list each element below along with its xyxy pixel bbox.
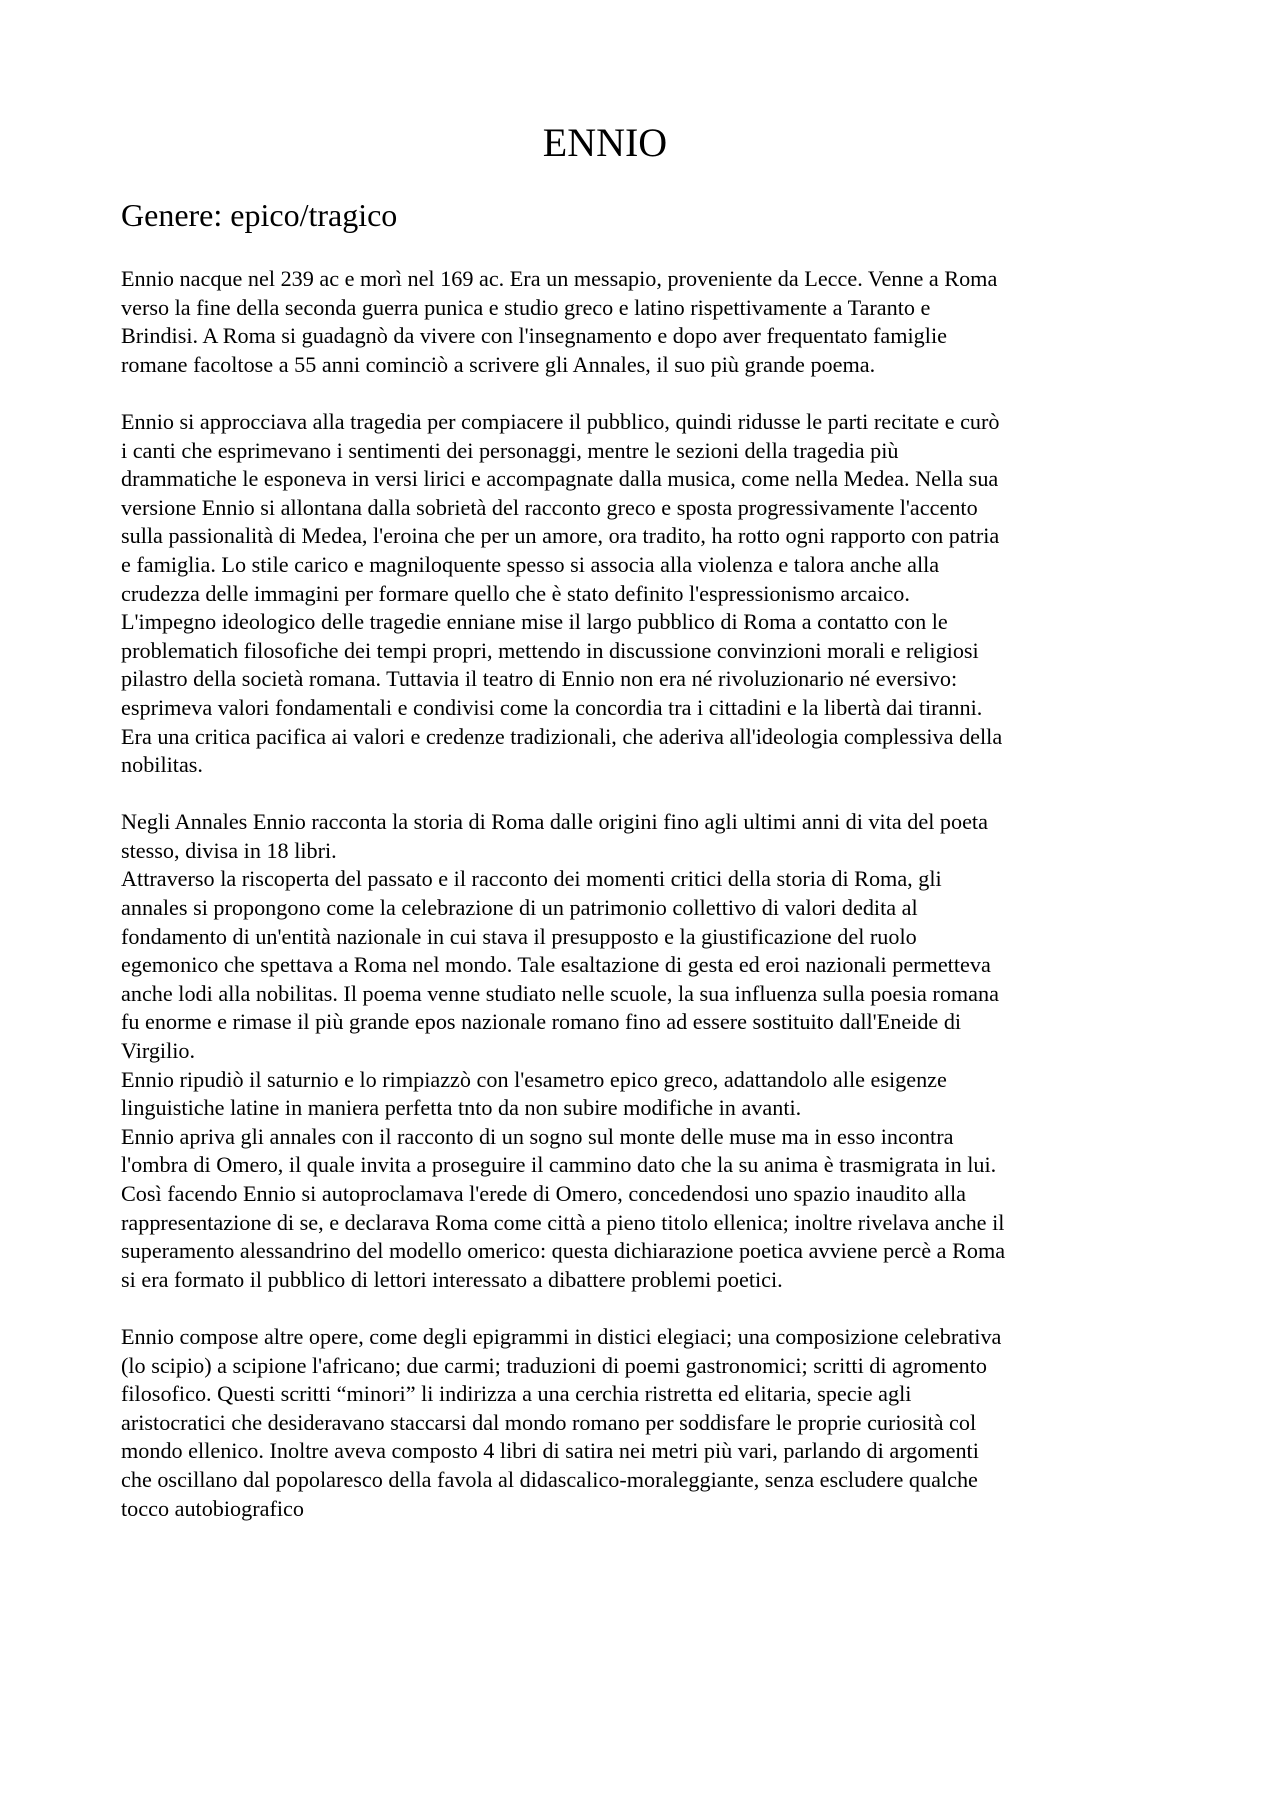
paragraph-spacer [121, 780, 1163, 809]
paragraph-spacer [121, 1294, 1163, 1323]
paragraph-biography: Ennio nacque nel 239 ac e morì nel 169 ac. Era un messapio, proveniente da Lecce. Venne a Roma verso la fine della seconda guerra punica e studio greco e latino rispettivamente a Taranto e Brindisi. A Roma si guadagnò da vivere con l'insegnamento e dopo aver frequentato famiglie romane facoltose a 55 anni cominciò a scrivere gli Annales, il suo più grande poema. [121, 266, 998, 377]
genre-heading: Genere: epico/tragico [121, 197, 398, 233]
page-title: ENNIO [542, 120, 668, 165]
paragraph-annales: Negli Annales Ennio racconta la storia di Roma dalle origini fino agli ultimi anni di vita del poeta stesso, divisa in 18 libri. Attraverso la riscoperta del passato e il racconto dei momenti critici della storia di Roma, gli annales si propongono come la celebrazione di un patrimonio collettivo di valori dedita al fondamento di un'entità nazionale in cui stava il presupposto e la giustificazione del ruolo egemonico che spettava a Roma nel mondo. Tale esaltazione di gesta ed eroi nazionali permetteva anche lodi alla nobilitas. Il poema venne studiato nelle scuole, la sua influenza sulla poesia romana fu enorme e rimase il più grande epos nazionale romano fino ad essere sostituito dall'Eneide di Virgilio. Ennio ripudiò il saturnio e lo rimpiazzò con l'esametro epico greco, adattandolo alle esigenze linguistiche latine in maniera perfetta tnto da non subire modifiche in avanti. Ennio apriva gli annales con il racconto di un sogno sul monte delle muse ma in esso incontra l'ombra di Omero, il quale invita a proseguire il cammino dato che la su anima è trasmigrata in lui. Così facendo Ennio si autoproclamava l'erede di Omero, concedendosi uno spazio inaudito alla rappresentazione di se, e declarava Roma come città a pieno titolo ellenica; inoltre rivelava anche il superamento alessandrino del modello omerico: questa dichiarazione poetica avviene percè a Roma si era formato il pubblico di lettori interessato a dibattere problemi poetici. [121, 809, 1006, 1292]
paragraph-spacer [121, 379, 1163, 408]
document-body [121, 265, 1163, 1523]
paragraph-other-works: Ennio compose altre opere, come degli epigrammi in distici elegiaci; una composizione celebrativa (lo scipio) a scipione l'africano; due carmi; traduzioni di poemi gastronomici; scritti di agromento filosofico. Questi scritti “minori” li indirizza a una cerchia ristretta ed elitaria, specie agli aristocratici che desideravano staccarsi dal mondo romano per soddisfare le proprie curiosità col mondo ellenico. Inoltre aveva composto 4 libri di satira nei metri più vari, parlando di argomenti che oscillano dal popolaresco della favola al didascalico-moraleggiante, senza escludere qualche tocco autobiografico [121, 1323, 1002, 1521]
paragraph-tragedy: Ennio si approcciava alla tragedia per compiacere il pubblico, quindi ridusse le parti recitate e curò i canti che esprimevano i sentimenti dei personaggi, mentre le sezioni della tragedia più drammatiche le esponeva in versi lirici e accompagnate dalla musica, come nella Medea. Nella sua versione Ennio si allontana dalla sobrietà del racconto greco e sposta progressivamente l'accento sulla passionalità di Medea, l'eroina che per un amore, ora tradito, ha rotto ogni rapporto con patria e famiglia. Lo stile carico e magniloquente spesso si associa alla violenza e talora anche alla crudezza delle immagini per formare quello che è stato definito l'espressionismo arcaico. L'impegno ideologico delle tragedie enniane mise il largo pubblico di Roma a contatto con le problematich filosofiche dei tempi propri, mettendo in discussione convinzioni morali e religiosi pilastro della società romana. Tuttavia il teatro di Ennio non era né rivoluzionario né eversivo: esprimeva valori fondamentali e condivisi come la concordia tra i cittadini e la libertà dai tiranni. Era una critica pacifica ai valori e credenze tradizionali, che aderiva all'ideologia complessiva della nobilitas. [121, 408, 1003, 778]
